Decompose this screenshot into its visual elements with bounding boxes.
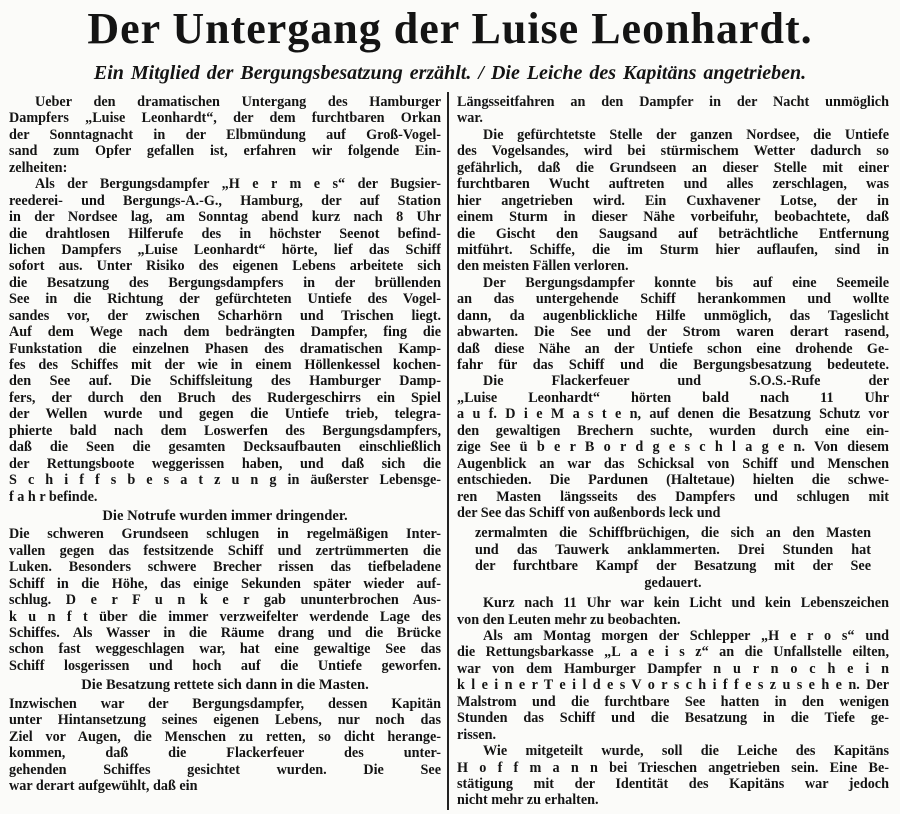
text-line: Schiff in die Höhe, das einige Sekunden später wieder auf- bbox=[9, 575, 441, 592]
text-line: Längsseitfahren an den Dampfer in der Nacht unmöglich bbox=[457, 94, 889, 110]
text-line: die Rettungsbarkasse „L a e i s z“ an die Unfallstelle eilten, bbox=[457, 644, 889, 661]
text-line: sandes vor, der zwischen Scharhörn und Trischen liegt. bbox=[9, 307, 441, 324]
text-line: der See das Schiff von außenbords leck und bbox=[457, 504, 721, 521]
text-line: Augenblick an war das Schicksal von Schiff und Menschen bbox=[457, 455, 889, 472]
text-line: des Vogelsandes, wird bei stürmischem Wetter dadurch so bbox=[457, 143, 889, 160]
text-line: war von dem Hamburger Dampfer n u r n o c h e i n bbox=[457, 660, 889, 677]
text-line: f a h r befinde. bbox=[9, 488, 98, 505]
text-line: der Wellen wurde und gegen die Untiefe trieb, telegra- bbox=[9, 406, 441, 423]
paragraph bbox=[9, 526, 441, 674]
section-heading bbox=[9, 677, 441, 693]
text-line: Ziel vor Augen, die Menschen zu retten, so dicht herange- bbox=[9, 728, 441, 745]
text-line: die drahtlosen Hilferufe des in höchster Seenot befind- bbox=[9, 225, 441, 242]
article-subheadline: Ein Mitglied der Bergungsbesatzung erzählt. / Die Leiche des Kapitäns angetrieben. bbox=[93, 62, 807, 84]
text-line: dann, da augenblickliche Hilfe unmöglich, das Tageslicht bbox=[457, 307, 889, 324]
text-line: war. bbox=[457, 110, 483, 127]
text-line: daß die Seen die gesamten Decksaufbauten einschließlich bbox=[9, 439, 441, 456]
text-line: fers, der durch den Bruch des Rudergeschirrs ein Spiel bbox=[9, 389, 441, 406]
text-line: zelheiten: bbox=[9, 159, 68, 176]
text-line: ren Masten längsseits des Dampfers und schlugen mit bbox=[457, 488, 889, 505]
paragraph bbox=[457, 275, 889, 374]
article-column-right bbox=[457, 94, 889, 809]
paragraph bbox=[457, 595, 889, 628]
text-line: einem Sturm in dieser Nähe vorbeifuhr, beobachtete, daß bbox=[457, 209, 889, 226]
text-line: Schiff losgerissen und hoch auf die Untiefe geworfen. bbox=[9, 657, 441, 674]
text-line: daß diese Nähe an der Untiefe schon eine drohende Ge- bbox=[457, 340, 889, 357]
text-line: schon fast weggeschlagen war, hat eine gewaltige See das bbox=[9, 641, 441, 658]
text-line: Luken. Besonders schwere Brecher rissen das tiefbeladene bbox=[9, 559, 441, 576]
text-line: vallen gegen das festsitzende Schiff und zertrümmerten die bbox=[9, 542, 441, 559]
text-line: Die Flackerfeuer und S.O.S.-Rufe der bbox=[483, 373, 889, 390]
paragraph bbox=[457, 743, 889, 809]
text-line: furchtbaren Wucht auftreten und alles zerschlagen, was bbox=[457, 176, 889, 193]
text-line: Funkstation die einzelnen Phasen des dramatischen Kamp- bbox=[9, 340, 441, 357]
paragraph bbox=[457, 94, 889, 127]
heading-text: Die Besatzung rettete sich dann in die Masten. bbox=[81, 677, 369, 694]
text-line: mitführt. Schiffe, die im Sturm hier auflaufen, sind in bbox=[457, 241, 889, 258]
text-line: abwarten. Die See und der Strom waren derart rasend, bbox=[457, 324, 889, 341]
text-line: der furchtbare Kampf der Besatzung mit der See bbox=[475, 558, 871, 575]
text-line: gedauert. bbox=[644, 574, 702, 591]
text-line: die Besatzung des Bergungsdampfers in der brüllenden bbox=[9, 274, 441, 291]
text-line: Auf dem Wege nach dem bedrängten Dampfer, fing die bbox=[9, 324, 441, 341]
paragraph bbox=[9, 94, 441, 176]
text-line: die Gischt den Saugsand auf beträchtliche Entfernung bbox=[457, 225, 889, 242]
text-line: fahr für das Schiff und die Bergungsbesatzung bedeutete. bbox=[457, 357, 889, 373]
emphasized-passage bbox=[457, 525, 889, 591]
article-headline: Der Untergang der Luise Leonhardt. bbox=[87, 4, 813, 53]
text-line: den See auf. Die Schiffsleitung des Hamburger Damp- bbox=[9, 373, 441, 390]
text-line: Ueber den dramatischen Untergang des Hamburger bbox=[35, 94, 441, 110]
text-line: an das untergehende Schiff herankommen und wollte bbox=[457, 291, 889, 308]
text-line: Als am Montag morgen der Schlepper „H e r o s“ und bbox=[483, 628, 889, 644]
text-line: Inzwischen war der Bergungsdampfer, dessen Kapitän bbox=[9, 695, 441, 712]
text-line: Dampfers „Luise Leonhardt“, der dem furchtbaren Orkan bbox=[9, 110, 441, 127]
text-line: gehenden Schiffes gesichtet wurden. Die See bbox=[9, 761, 441, 778]
text-line: der Sonntagnacht in der Elbmündung auf Groß-Vogel- bbox=[9, 126, 441, 143]
heading-text: Die Notrufe wurden immer dringender. bbox=[102, 507, 348, 524]
text-line: „Luise Leonhardt“ hörten bald nach 11 Uhr bbox=[457, 389, 889, 406]
text-line: von den Leuten mehr zu beobachten. bbox=[457, 611, 681, 628]
text-line: entschieden. Die Pardunen (Haltetaue) hielten die schwe- bbox=[457, 472, 889, 489]
text-line: Wie mitgeteilt wurde, soll die Leiche des Kapitäns bbox=[483, 743, 889, 760]
text-line: See in die Richtung der gefürchteten Untiefe des Vogel- bbox=[9, 291, 441, 308]
text-line: Malstrom und die furchtbare See hatten in den wenigen bbox=[457, 693, 889, 710]
paragraph bbox=[9, 176, 441, 505]
text-line: kommen, daß die Flackerfeuer des unter- bbox=[9, 745, 441, 762]
text-line: reederei- und Bergungs-A.-G., Hamburg, der auf Station bbox=[9, 192, 441, 209]
text-line: Der Bergungsdampfer konnte bis auf eine Seemeile bbox=[483, 274, 889, 291]
text-line: fes des Schiffes mit der wie in einem Höllenkessel kochen- bbox=[9, 357, 441, 373]
text-line: war derart aufgewühlt, daß ein bbox=[9, 777, 198, 794]
text-line: k u n f t über die immer verzweifelter werdende Lage des bbox=[9, 608, 441, 625]
text-line: zermalmten die Schiffbrüchigen, die sich an den Masten bbox=[475, 525, 871, 542]
paragraph bbox=[9, 696, 441, 795]
text-line: phierte bald nach dem Loswerfen des Bergungsdampfers, bbox=[9, 422, 441, 439]
text-line: sand zum Opfer gefallen ist, erfahren wir folgende Ein- bbox=[9, 143, 441, 160]
text-line: Stunden das Schiff und die Besatzung in die Tiefe ge- bbox=[457, 710, 889, 727]
text-line: in der Nordsee lag, am Sonntag abend kurz nach 8 Uhr bbox=[9, 209, 441, 226]
article-column-left bbox=[9, 94, 441, 794]
text-line: Die schweren Grundseen schlugen in regelmäßigen Inter- bbox=[9, 526, 441, 543]
text-line: H o f f m a n n bei Trieschen angetrieben sein. Eine Be- bbox=[457, 759, 889, 776]
text-line: Die gefürchtetste Stelle der ganzen Nordsee, die Untiefe bbox=[483, 126, 889, 143]
text-line: k l e i n e r T e i l d e s V o r s c h i f f e s z u s e h e n. Der bbox=[457, 677, 889, 694]
text-line: der Rettungsboote weggerissen haben, und daß sich die bbox=[9, 455, 441, 472]
text-line: stätigung mit der Identität des Kapitäns war jedoch bbox=[457, 775, 889, 792]
paragraph bbox=[457, 628, 889, 743]
text-line: a u f. D i e M a s t e n, auf denen die Besatzung Schutz vor bbox=[457, 406, 889, 423]
text-line: den meisten Fällen verloren. bbox=[457, 258, 629, 275]
text-line: Kurz nach 11 Uhr war kein Licht und kein Lebenszeichen bbox=[483, 595, 889, 612]
text-line: den gewaltigen Brechern suchte, wurden durch eine ein- bbox=[457, 422, 889, 439]
text-line: und das Tauwerk anklammerten. Drei Stunden hat bbox=[475, 541, 871, 558]
text-line: Schiffes. Als Wasser in die Räume drang und die Brücke bbox=[9, 625, 441, 641]
text-line: schlug. D e r F u n k e r gab ununterbrochen Aus- bbox=[9, 592, 441, 609]
text-line: nicht mehr zu erhalten. bbox=[457, 792, 599, 809]
text-line: gefährlich, daß die Grundseen an dieser Stelle mit einer bbox=[457, 159, 889, 176]
text-line: lichen Dampfers „Luise Leonhardt“ hörte, lief das Schiff bbox=[9, 241, 441, 258]
text-line: hier angetrieben wird. Ein Cuxhavener Lotse, der in bbox=[457, 192, 889, 209]
text-line: unter Hintansetzung seines eigenen Lebens, nur noch das bbox=[9, 712, 441, 729]
text-line: Als der Bergungsdampfer „H e r m e s“ der Bugsier- bbox=[35, 176, 441, 193]
text-line: S c h i f f s b e s a t z u n g in äußerster Lebensge- bbox=[9, 472, 441, 489]
column-divider bbox=[447, 92, 449, 810]
section-heading bbox=[9, 508, 441, 524]
text-line: zige See ü b e r B o r d g e s c h l a g e n. Von diesem bbox=[457, 439, 889, 456]
text-line: rissen. bbox=[457, 726, 497, 743]
text-line: sofort aus. Unter Risiko des eigenen Lebens arbeitete sich bbox=[9, 258, 441, 275]
paragraph bbox=[457, 127, 889, 275]
paragraph bbox=[457, 373, 889, 521]
